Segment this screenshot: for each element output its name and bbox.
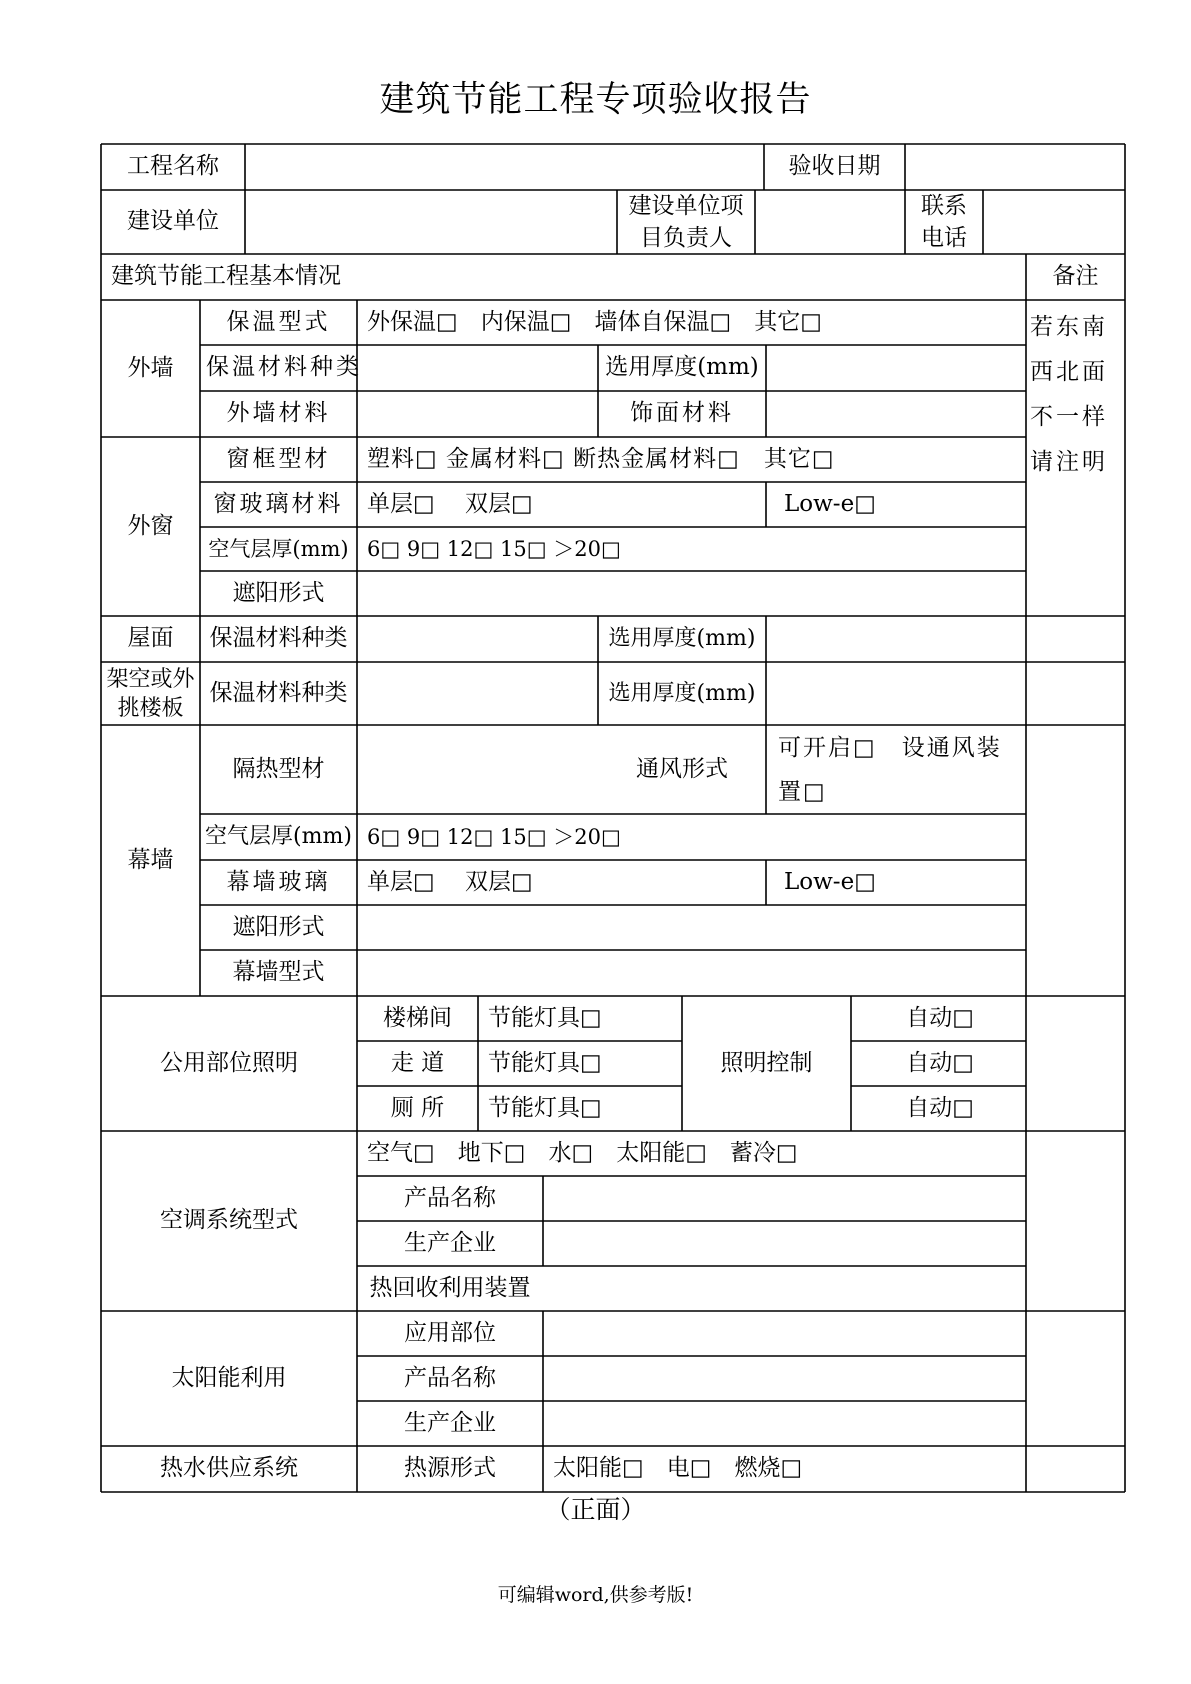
solar-product-field[interactable]	[543, 1356, 1026, 1401]
stairwell-auto-option[interactable]: 自动□	[906, 1004, 974, 1031]
stairwell-fixture-option[interactable]: 节能灯具□	[488, 1004, 602, 1031]
curtain-ventilation-label: 通风形式	[636, 755, 728, 782]
window-glass-label: 窗玻璃材料	[213, 490, 344, 517]
roof-material-field[interactable]	[357, 616, 598, 662]
solar-application-label: 应用部位	[404, 1319, 496, 1346]
curtain-type-label: 幕墙型式	[232, 959, 325, 986]
hvac-label: 空调系统型式	[160, 1207, 298, 1234]
basic-info-heading: 建筑节能工程基本情况	[111, 263, 341, 290]
solar-manufacturer-field[interactable]	[543, 1401, 1026, 1446]
builder-pm-label: 建设单位项目负责人	[628, 193, 744, 251]
heat-recovery-field[interactable]	[543, 1266, 1026, 1311]
solar-manufacturer-label: 生产企业	[404, 1409, 496, 1436]
window-glass-options[interactable]: 单层□ 双层□	[367, 490, 533, 517]
hvac-product-label: 产品名称	[404, 1184, 496, 1211]
window-frame-label: 窗框型材	[226, 445, 331, 472]
hvac-manufacturer-label: 生产企业	[404, 1229, 496, 1256]
insulation-type-options[interactable]: 外保温□ 内保温□ 墙体自保温□ 其它□	[367, 308, 822, 335]
finish-material-field[interactable]	[766, 391, 1026, 437]
window-air-layer-options[interactable]: 6□ 9□ 12□ 15□ ＞20□	[367, 536, 621, 561]
restroom-auto-option[interactable]: 自动□	[906, 1094, 974, 1121]
solar-application-field[interactable]	[543, 1311, 1026, 1356]
builder-pm-field[interactable]	[755, 190, 905, 254]
curtain-ventilation-options[interactable]: 可开启□ 设通风装置□	[778, 734, 1002, 805]
curtain-profile-label: 隔热型材	[232, 755, 325, 782]
remark-heading: 备注	[1052, 263, 1099, 290]
floor-material-label: 保温材料种类	[209, 679, 348, 706]
window-lowe-option[interactable]: Low-e□	[784, 490, 876, 517]
overhang-floor-label: 架空或外挑楼板	[106, 666, 195, 721]
phone-field[interactable]	[983, 190, 1125, 254]
wall-material-field[interactable]	[357, 391, 598, 437]
wall-thickness-label: 选用厚度(mm)	[605, 354, 759, 381]
curtain-profile-field[interactable]	[357, 725, 598, 814]
corridor-fixture-option[interactable]: 节能灯具□	[488, 1049, 602, 1076]
lighting-area-stairwell: 楼梯间	[383, 1004, 452, 1031]
public-lighting-label: 公用部位照明	[160, 1049, 298, 1076]
finish-material-label: 饰面材料	[630, 400, 734, 427]
hot-water-label: 热水供应系统	[160, 1455, 298, 1482]
roof-thickness-label: 选用厚度(mm)	[608, 626, 756, 652]
exterior-wall-label: 外墙	[127, 354, 174, 381]
wall-thickness-field[interactable]	[766, 345, 1026, 391]
wall-material-label: 外墙材料	[226, 400, 331, 427]
heat-source-options[interactable]: 太阳能□ 电□ 燃烧□	[553, 1455, 803, 1482]
lighting-area-restroom: 厕 所	[390, 1094, 445, 1121]
roof-label: 屋面	[127, 625, 174, 652]
phone-label: 联系电话	[921, 193, 967, 251]
roof-thickness-field[interactable]	[766, 616, 1026, 662]
curtain-air-layer-options[interactable]: 6□ 9□ 12□ 15□ ＞20□	[367, 824, 621, 849]
curtain-wall-label: 幕墙	[127, 846, 174, 873]
corridor-auto-option[interactable]: 自动□	[906, 1049, 974, 1076]
window-air-layer-label: 空气层厚(mm)	[208, 536, 349, 561]
floor-thickness-field[interactable]	[766, 662, 1026, 725]
remark-note: 若东南西北面不一样请注明	[1030, 314, 1108, 475]
builder-field[interactable]	[245, 190, 617, 254]
acceptance-date-field[interactable]	[905, 144, 1125, 190]
hvac-type-options[interactable]: 空气□ 地下□ 水□ 太阳能□ 蓄冷□	[367, 1139, 798, 1166]
window-shading-label: 遮阳形式	[232, 579, 325, 606]
project-name-field[interactable]	[245, 144, 764, 190]
builder-label: 建设单位	[127, 208, 219, 235]
wall-material-type-field[interactable]	[357, 345, 598, 391]
floor-material-field[interactable]	[357, 662, 598, 725]
floor-thickness-label: 选用厚度(mm)	[608, 680, 756, 706]
acceptance-date-label: 验收日期	[788, 153, 881, 180]
curtain-type-field[interactable]	[357, 950, 1026, 996]
insulation-type-label: 保温型式	[226, 308, 331, 335]
wall-material-type-label: 保温材料种类	[206, 354, 362, 381]
footer-note: 可编辑word,供参考版!	[497, 1584, 694, 1606]
heat-source-label: 热源形式	[404, 1455, 496, 1482]
lighting-area-corridor: 走 道	[390, 1049, 445, 1076]
curtain-glass-options[interactable]: 单层□ 双层□	[367, 868, 533, 895]
curtain-shading-label: 遮阳形式	[232, 913, 325, 940]
solar-label: 太阳能利用	[171, 1364, 287, 1391]
roof-material-label: 保温材料种类	[209, 625, 348, 652]
curtain-shading-field[interactable]	[357, 905, 1026, 950]
hvac-manufacturer-field[interactable]	[543, 1221, 1026, 1266]
solar-product-label: 产品名称	[404, 1364, 496, 1391]
exterior-window-label: 外窗	[127, 512, 174, 539]
curtain-glass-label: 幕墙玻璃	[226, 868, 331, 895]
window-shading-field[interactable]	[357, 571, 1026, 616]
lighting-control-label: 照明控制	[720, 1049, 813, 1076]
heat-recovery-label: 热回收利用装置	[369, 1274, 531, 1301]
page-title: 建筑节能工程专项验收报告	[379, 80, 812, 120]
page-side-label: （正面）	[545, 1495, 646, 1524]
project-name-label: 工程名称	[127, 153, 219, 180]
hvac-product-field[interactable]	[543, 1176, 1026, 1221]
window-frame-options[interactable]: 塑料□ 金属材料□ 断热金属材料□ 其它□	[367, 445, 835, 472]
restroom-fixture-option[interactable]: 节能灯具□	[488, 1094, 602, 1121]
curtain-air-layer-label: 空气层厚(mm)	[205, 824, 352, 850]
curtain-lowe-option[interactable]: Low-e□	[784, 868, 876, 895]
